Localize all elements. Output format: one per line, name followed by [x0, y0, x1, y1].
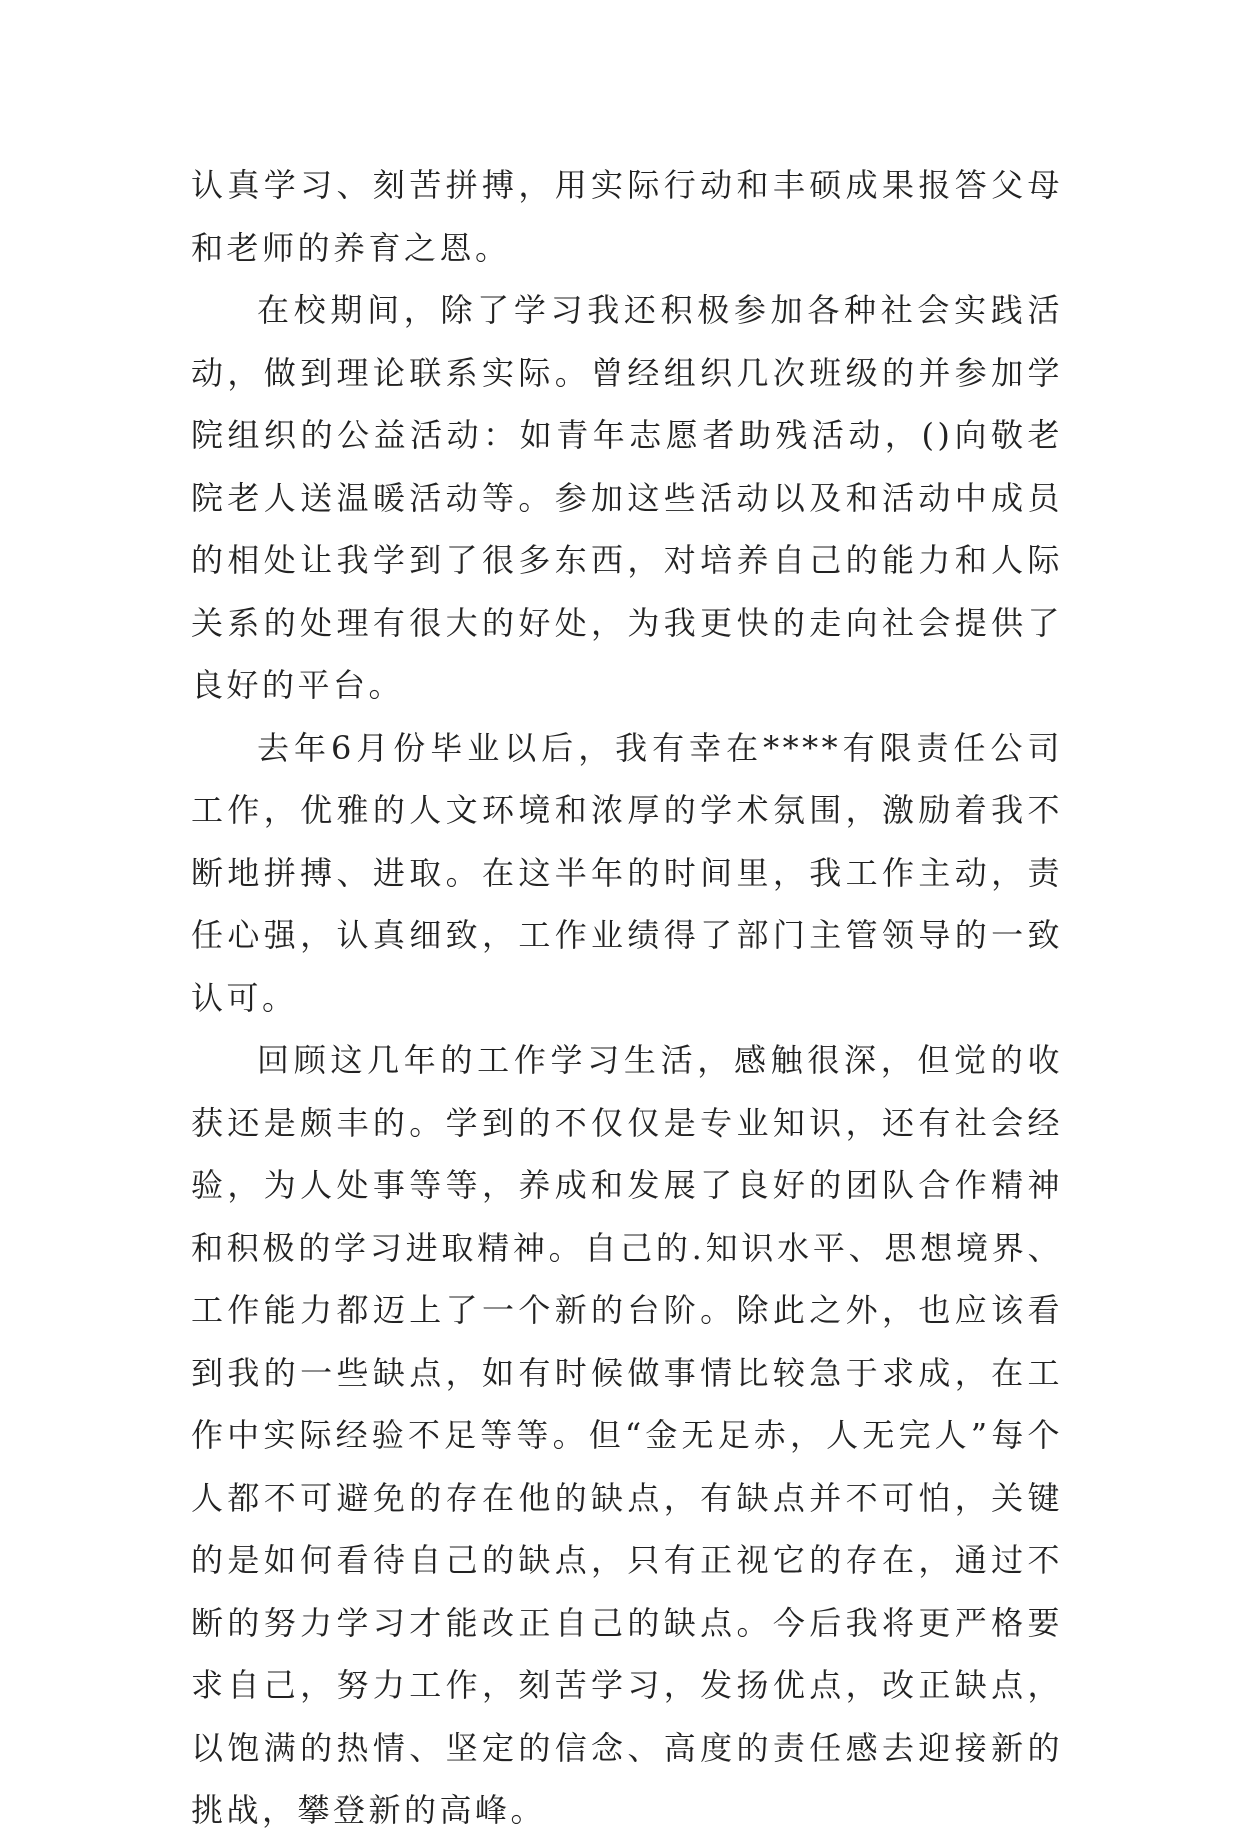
document-body — [191, 154, 1063, 1842]
paragraph-1: 认真学习、刻苦拼搏，用实际行动和丰硕成果报答父母和老师的养育之恩。 — [191, 166, 1063, 267]
paragraph-4: 回顾这几年的工作学习生活，感触很深，但觉的收获还是颇丰的。学到的不仅仅是专业知识，还有社会经验，为人处事等等，养成和发展了良好的团队合作精神和积极的学习进取精神。自己的.知识水平、思想境界、工作能力都迈上了一个新的台阶。除此之外，也应该看到我的一些缺点，如有时候做事情比较急于求成，在工作中实际经验不足等等。但“金无足赤，人无完人”每个人都不可避免的存在他的缺点，有缺点并不可怕，关键的是如何看待自己的缺点，只有正视它的存在，通过不断的努力学习才能改正自己的缺点。今后我将更严格要求自己，努力工作，刻苦学习，发扬优点，改正缺点，以饱满的热情、坚定的信念、高度的责任感去迎接新的挑战，攀登新的高峰。 — [191, 1041, 1063, 1829]
paragraph-3: 去年6月份毕业以后，我有幸在****有限责任公司工作，优雅的人文环境和浓厚的学术氛围，激励着我不断地拼搏、进取。在这半年的时间里，我工作主动，责任心强，认真细致，工作业绩得了部门主管领导的一致认可。 — [191, 728, 1063, 1017]
paragraph-2: 在校期间，除了学习我还积极参加各种社会实践活动，做到理论联系实际。曾经组织几次班级的并参加学院组织的公益活动：如青年志愿者助残活动，()向敬老院老人送温暖活动等。参加这些活动以及和活动中成员的相处让我学到了很多东西，对培养自己的能力和人际关系的处理有很大的好处，为我更快的走向社会提供了良好的平台。 — [191, 291, 1063, 704]
